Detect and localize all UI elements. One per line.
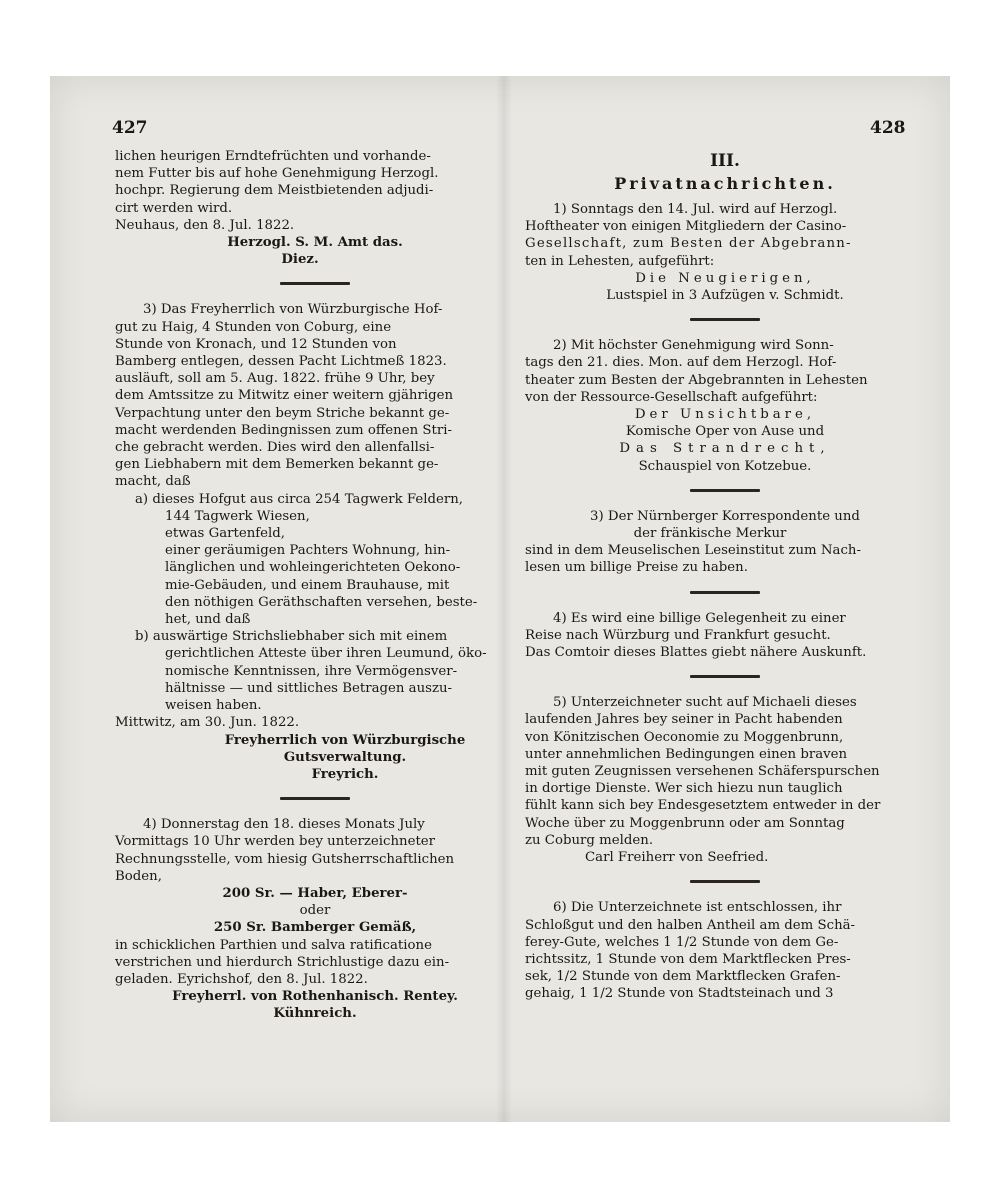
text-line: in schicklichen Parthien und salva ratificatione: [115, 937, 432, 953]
text-line: 250 Sr. Bamberger Gemäß,: [213, 920, 417, 936]
section-divider: [280, 282, 350, 285]
notice-3: [115, 301, 515, 783]
private-notice-5: [525, 694, 925, 866]
text-line: laufenden Jahres bey seiner in Pacht habenden: [525, 712, 843, 728]
notice-4-signature-name: Kühnreich.: [273, 1006, 357, 1022]
text-line: 1) Sonntags den 14. Jul. wird auf Herzogl.: [553, 202, 838, 217]
text-line: a) dieses Hofgut aus circa 254 Tagwerk Feldern,: [135, 491, 464, 507]
text-line: weisen haben.: [165, 698, 262, 714]
play-subtitle: Komische Oper von Ause und: [625, 424, 825, 440]
private-notice-4: [525, 610, 925, 662]
notice-3-signature-name: Freyrich.: [311, 766, 379, 782]
section-divider: [690, 591, 760, 594]
text-line: mit guten Zeugnissen versehenen Schäferspurschen: [525, 764, 880, 780]
private-notice-2: [525, 337, 925, 475]
text-line: etwas Gartenfeld,: [165, 526, 286, 542]
text-line: theater zum Besten der Abgebrannten in Lehesten: [525, 372, 868, 388]
notice-3-signature: Freyherrlich von Würzburgische: [224, 732, 466, 748]
text-line: verstrichen und hierdurch Strichlustige dazu ein-: [115, 954, 450, 970]
text-line: 6) Die Unterzeichnete ist entschlossen, ihr: [553, 900, 842, 916]
text-line: dem Amtssitze zu Mitwitz einer weitern gjährigen: [115, 388, 454, 404]
text-line: 2) Mit höchster Genehmigung wird Sonn-: [553, 338, 834, 354]
text-line: oder: [299, 903, 331, 919]
page-number-right: 428: [870, 118, 906, 138]
text-line: Schloßgut und den halben Antheil am dem Schä-: [525, 917, 856, 933]
text-line: der fränkische Merkur: [633, 526, 787, 542]
text-line: cirt werden wird.: [115, 200, 233, 216]
intro-signature-name: Diez.: [281, 252, 319, 268]
text-line: lesen um billige Preise zu haben.: [525, 560, 748, 576]
text-line: unter annehmlichen Bedingungen einen braven: [525, 746, 848, 762]
text-line: Verpachtung unter den beym Striche bekannt ge-: [115, 405, 450, 421]
text-line: che gebracht werden. Dies wird den allenfallsi-: [115, 440, 435, 456]
text-line: 200 Sr. — Haber, Eberer-: [222, 885, 408, 901]
section-numeral: III.: [710, 151, 740, 171]
text-line: Gesellschaft, zum Besten der Abgebrann-: [525, 236, 852, 252]
left-page-column: [115, 148, 515, 1023]
intro-signature: Herzogl. S. M. Amt das.: [227, 235, 403, 251]
text-line: macht, daß: [115, 474, 191, 490]
notice-4-signature: Freyherrl. von Rothenhanisch. Rentey.: [172, 989, 458, 1005]
text-line: mie-Gebäuden, und einem Brauhause, mit: [165, 577, 450, 593]
text-line: geladen. Eyrichshof, den 8. Jul. 1822.: [115, 971, 368, 987]
text-line: ten in Lehesten, aufgeführt:: [525, 253, 715, 269]
play-subtitle: Lustspiel in 3 Aufzügen v. Schmidt.: [606, 288, 844, 304]
section-divider: [690, 675, 760, 678]
text-line: zu Coburg melden.: [525, 832, 654, 848]
notice-3-date: Mittwitz, am 30. Jun. 1822.: [115, 715, 300, 731]
play-title: Der Unsichtbare,: [634, 407, 816, 423]
text-line: Reise nach Würzburg und Frankfurt gesucht.: [525, 627, 831, 643]
text-line: sek, 1/2 Stunde von dem Marktflecken Grafen-: [525, 969, 841, 985]
text-line: 3) Der Nürnberger Korrespondente und: [590, 508, 860, 524]
text-line: Woche über zu Moggenbrunn oder am Sonntag: [525, 815, 845, 831]
text-line: nomische Kenntnissen, ihre Vermögensver-: [165, 663, 458, 679]
text-line: 144 Tagwerk Wiesen,: [165, 508, 310, 524]
intro-paragraph: [115, 148, 515, 268]
intro-date: Neuhaus, den 8. Jul. 1822.: [115, 217, 295, 233]
text-line: fühlt kann sich bey Endesgesetztem entweder in der: [525, 798, 881, 814]
text-line: Bamberg entlegen, dessen Pacht Lichtmeß 1823.: [115, 354, 447, 370]
text-line: hochpr. Regierung dem Meistbietenden adjudi-: [115, 183, 434, 199]
notice-4: [115, 816, 515, 1022]
text-line: sind in dem Meuselischen Leseinstitut zum Nach-: [525, 543, 861, 559]
text-line: tags den 21. dies. Mon. auf dem Herzogl. Hof-: [525, 355, 837, 371]
play-subtitle: Schauspiel von Kotzebue.: [638, 458, 812, 474]
section-divider: [690, 880, 760, 883]
play-title: Die Neugierigen,: [635, 270, 815, 286]
section-title: Privatnachrichten.: [614, 174, 836, 193]
text-line: Das Comtoir dieses Blattes giebt nähere Auskunft.: [525, 645, 867, 661]
item-b: [115, 628, 515, 714]
text-line: in dortige Dienste. Wer sich hiezu nun tauglich: [525, 781, 843, 797]
item-a: [115, 491, 515, 629]
text-line: ausläuft, soll am 5. Aug. 1822. frühe 9 Uhr, bey: [115, 371, 435, 387]
text-line: hältnisse — und sittliches Betragen auszu-: [165, 680, 453, 696]
text-line: von Könitzischen Oeconomie zu Moggenbrunn,: [525, 729, 844, 745]
notice-3-signature: Gutsverwaltung.: [283, 749, 407, 765]
text-line: von der Ressource-Gesellschaft aufgeführt:: [525, 389, 818, 405]
text-line: 4) Donnerstag den 18. dieses Monats July: [143, 817, 425, 833]
private-notice-1: [525, 201, 925, 304]
text-line: Rechnungsstelle, vom hiesig Gutsherrschaftlichen: [115, 851, 455, 867]
text-line: Boden,: [115, 868, 162, 884]
text-line: het, und daß: [165, 612, 251, 628]
text-line: lichen heurigen Erndtefrüchten und vorhande-: [115, 149, 431, 164]
section-divider: [690, 318, 760, 321]
private-notice-3: [525, 508, 925, 577]
notice-5-signature: Carl Freiherr von Seefried.: [585, 850, 769, 866]
text-line: ferey-Gute, welches 1 1/2 Stunde von dem Ge-: [525, 934, 839, 950]
text-line: gut zu Haig, 4 Stunden von Coburg, eine: [115, 319, 392, 335]
text-line: länglichen und wohleingerichteten Oekono-: [165, 560, 461, 576]
text-line: gehaig, 1 1/2 Stunde von Stadtsteinach und 3: [525, 986, 834, 1002]
text-line: den nöthigen Geräthschaften versehen, beste-: [165, 594, 478, 610]
text-line: nem Futter bis auf hohe Genehmigung Herzogl.: [115, 166, 439, 182]
scanned-page-spread: [50, 76, 950, 1122]
text-line: Vormittags 10 Uhr werden bey unterzeichneter: [115, 834, 436, 850]
text-line: Hoftheater von einigen Mitgliedern der Casino-: [525, 219, 847, 235]
text-line: 4) Es wird eine billige Gelegenheit zu einer: [553, 610, 846, 626]
text-line: 5) Unterzeichneter sucht auf Michaeli dieses: [553, 695, 857, 711]
section-divider: [690, 489, 760, 492]
private-notice-6: [525, 899, 925, 1002]
play-title: Das Strandrecht,: [619, 441, 831, 457]
text-line: Stunde von Kronach, und 12 Stunden von: [115, 336, 397, 352]
section-divider: [280, 797, 350, 800]
page-number-left: 427: [112, 118, 148, 138]
text-line: gerichtlichen Atteste über ihren Leumund, öko-: [165, 646, 487, 662]
right-page-column: [525, 150, 925, 1003]
text-line: einer geräumigen Pachters Wohnung, hin-: [165, 543, 451, 559]
text-line: macht werdenden Bedingnissen zum offenen Stri-: [115, 422, 452, 438]
text-line: 3) Das Freyherrlich von Würzburgische Hof-: [143, 302, 443, 318]
text-line: richtssitz, 1 Stunde von dem Marktflecken Pres-: [525, 951, 851, 967]
text-line: gen Liebhabern mit dem Bemerken bekannt ge-: [115, 457, 439, 473]
text-line: b) auswärtige Strichsliebhaber sich mit einem: [135, 629, 448, 645]
